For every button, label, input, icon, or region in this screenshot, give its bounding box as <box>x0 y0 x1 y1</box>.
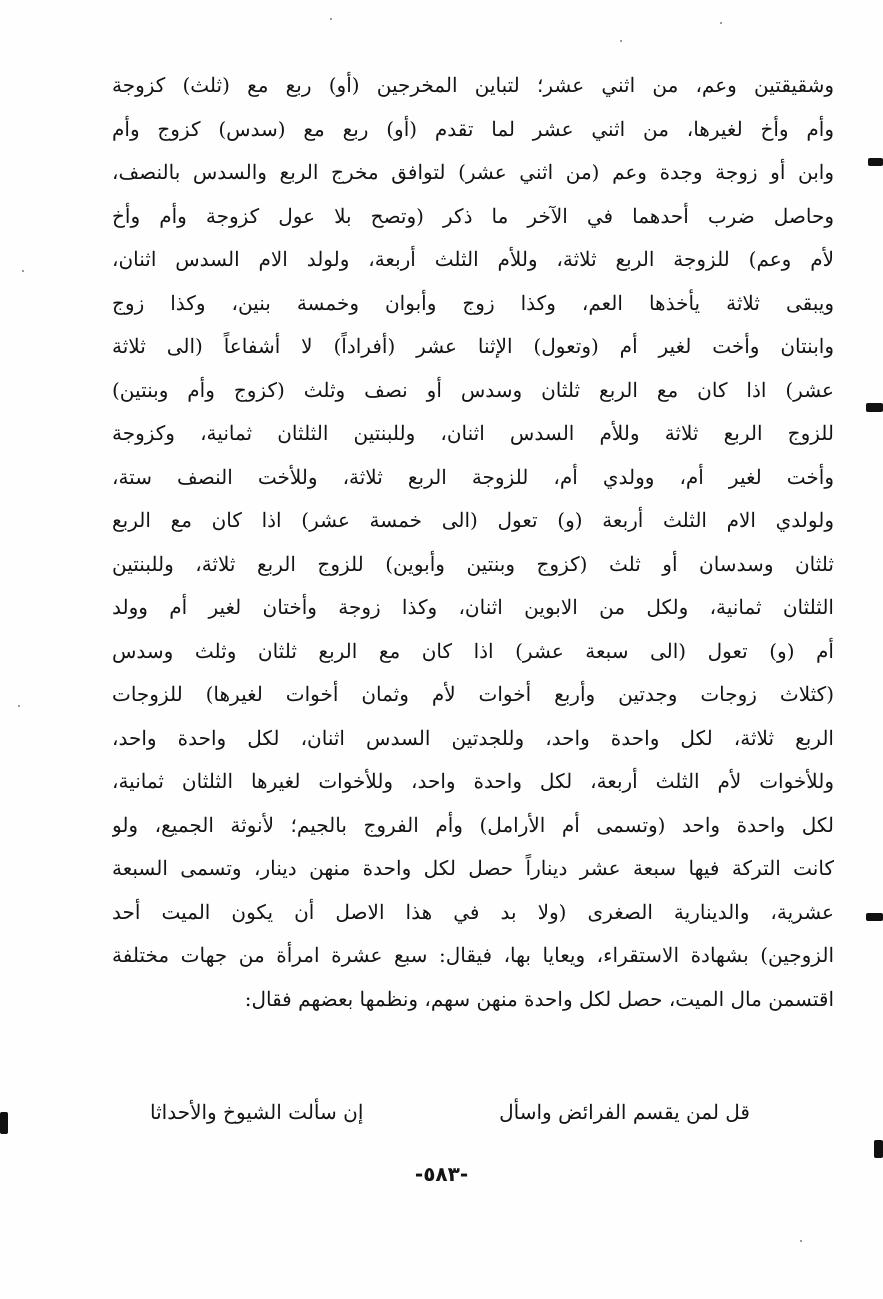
scan-edge-mark <box>866 403 883 412</box>
scan-speck <box>720 22 722 24</box>
text-line: وأم وأخ لغيرها، من اثني عشر لما تقدم (أو) ربع مع (سدس) كزوج وأم <box>112 116 834 141</box>
scan-edge-mark <box>868 158 883 166</box>
body-text <box>112 64 834 1021</box>
scan-edge-mark <box>866 913 883 921</box>
text-line: ويبقى ثلاثة يأخذها العم، وكذا زوج وأبوان وخمسة بنين، وكذا زوج <box>112 290 834 315</box>
text-line: للزوج الربع ثلاثة وللأم السدس اثنان، وللبنتين الثلثان ثمانية، وكزوجة <box>112 421 834 445</box>
page-number: -٥٨٣- <box>414 1162 469 1186</box>
scan-edge-mark <box>874 1140 883 1158</box>
scan-speck <box>18 705 20 707</box>
text-line: وابنتان وأخت لغير أم (وتعول) الإثنا عشر (أفراداً) لا أشفاعاً (الى ثلاثة <box>112 334 834 358</box>
scan-edge-mark <box>0 1112 8 1134</box>
text-line-last: اقتسمن مال الميت، حصل لكل واحدة منهن سهم، ونظمها بعضهم فقال: <box>244 986 834 1011</box>
scan-speck <box>620 40 622 42</box>
text-line: وللأخوات لأم الثلث أربعة، لكل واحدة واحد، وللأخوات لغيرها الثلثان ثمانية، <box>112 769 834 793</box>
text-line: وشقيقتين وعم، من اثني عشر؛ لتباين المخرجين (أو) ربع مع (ثلث) كزوجة <box>112 73 834 97</box>
text-line: عشر) اذا كان مع الربع ثلثان وسدس أو نصف وثلث (كزوج وأم وبنتين) <box>112 377 834 402</box>
text-line: (كثلاث زوجات وجدتين وأربع أخوات لأم وثمان أخوات لغيرها) للزوجات <box>112 682 834 706</box>
text-line: الربع ثلاثة، لكل واحدة واحد، وللجدتين السدس اثنان، لكل واحدة واحد، <box>112 725 834 750</box>
text-line: لكل واحدة واحد (وتسمى أم الأرامل) وأم الفروج بالجيم؛ لأنوثة الجميع، ولو <box>112 812 834 837</box>
scan-speck <box>22 270 24 272</box>
poetry-verse <box>150 1090 750 1134</box>
text-line: ولولدي الام الثلث أربعة (و) تعول (الى خمسة عشر) اذا كان مع الربع <box>112 508 834 532</box>
text-line: وأخت لغير أم، وولدي أم، للزوجة الربع ثلاثة، وللأخت النصف ستة، <box>112 464 834 489</box>
scan-speck <box>800 1240 802 1242</box>
text-line: وحاصل ضرب أحدهما في الآخر ما ذكر (وتصح بلا عول كزوجة وأم وأخ <box>112 203 834 228</box>
text-line: ثلثان وسدسان أو ثلث (كزوج وبنتين وأبوين) للزوج الربع ثلاثة، وللبنتين <box>112 551 834 576</box>
text-line: وابن أو زوجة وجدة وعم (من اثني عشر) لتوافق مخرج الربع والسدس بالنصف، <box>112 160 834 184</box>
text-line: عشرية، والدينارية الصغرى (ولا بد في هذا الاصل أن يكون الميت أحد <box>112 899 834 924</box>
verse-second-hemistich: إن سألت الشيوخ والأحداثا <box>150 1100 364 1124</box>
text-line: الثلثان ثمانية، ولكل من الابوين اثنان، وكذا زوجة وأختان لغير أم وولد <box>112 595 834 619</box>
text-line: كانت التركة فيها سبعة عشر ديناراً حصل لكل واحدة منهن دينار، وتسمى السبعة <box>112 856 834 880</box>
text-line: الزوجين) بشهادة الاستقراء، ويعايا بها، فيقال: سبع عشرة امرأة من جهات مختلفة <box>112 943 834 967</box>
text-line: لأم وعم) للزوجة الربع ثلاثة، وللأم الثلث أربعة، ولولد الام السدس اثنان، <box>112 247 834 271</box>
scan-speck <box>330 18 332 20</box>
verse-first-hemistich: قل لمن يقسم الفرائض واسأل <box>499 1100 750 1124</box>
text-line: أم (و) تعول (الى سبعة عشر) اذا كان مع الربع ثلثان وثلث وسدس <box>112 638 834 663</box>
